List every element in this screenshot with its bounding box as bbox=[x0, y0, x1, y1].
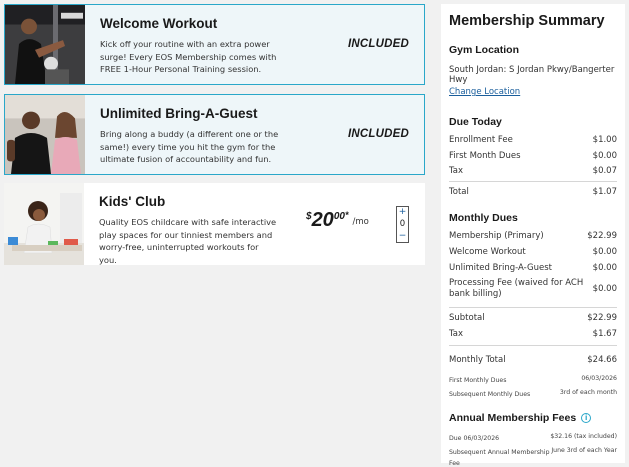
first-monthly-dues bbox=[449, 375, 617, 386]
row-label: Processing Fee (waived for ACH bank billing) bbox=[449, 278, 584, 299]
price-asterisk: * bbox=[344, 210, 349, 220]
divider bbox=[449, 345, 617, 346]
change-location-link[interactable]: Change Location bbox=[449, 87, 521, 97]
monthly-total bbox=[449, 355, 617, 366]
row-value: $22.99 bbox=[587, 231, 617, 241]
row-value: $0.07 bbox=[592, 166, 617, 176]
row-value: $22.99 bbox=[587, 313, 617, 323]
price-cents: 00 bbox=[333, 211, 345, 222]
addon-description: Bring along a buddy (a different one or the same!) every time you hit the gym for the ultimate fusion of accountability and fun. bbox=[100, 129, 279, 164]
row-label: Unlimited Bring-A-Guest bbox=[449, 263, 552, 273]
due-today-row bbox=[449, 135, 617, 146]
included-badge: INCLUDED bbox=[347, 38, 409, 50]
gym-location-value: South Jordan: S Jordan Pkwy/Bangerter Hwy bbox=[449, 65, 615, 85]
quantity-value[interactable]: 0 bbox=[399, 219, 406, 229]
monthly-dues-heading: Monthly Dues bbox=[449, 212, 518, 224]
row-value: $1.00 bbox=[592, 135, 617, 145]
due-today-row bbox=[449, 166, 617, 177]
price-currency: $ bbox=[306, 211, 312, 222]
row-value: June 3rd of each Year bbox=[551, 447, 617, 454]
monthly-dues-row bbox=[449, 278, 617, 300]
summary-title: Membership Summary bbox=[449, 13, 605, 29]
divider bbox=[449, 307, 617, 308]
annual-fees-heading-text: Annual Membership Fees bbox=[449, 412, 577, 424]
row-label: Subtotal bbox=[449, 313, 485, 323]
due-today-total bbox=[449, 187, 617, 198]
row-label: Tax bbox=[449, 166, 464, 176]
row-value: $32.16 (tax included) bbox=[550, 433, 617, 440]
row-label: Welcome Workout bbox=[449, 247, 526, 257]
included-badge: INCLUDED bbox=[347, 128, 409, 140]
addon-card-bring-a-guest[interactable] bbox=[4, 94, 425, 175]
price-period: /mo bbox=[352, 216, 369, 227]
addon-card-kids-club[interactable] bbox=[4, 183, 425, 265]
row-label: Subsequent Annual Membership Fee bbox=[449, 449, 550, 467]
kids-club-price bbox=[306, 209, 369, 232]
row-label: Subsequent Monthly Dues bbox=[449, 391, 531, 398]
kids-club-photo bbox=[4, 183, 84, 265]
welcome-workout-photo bbox=[5, 5, 85, 84]
addon-title: Welcome Workout bbox=[100, 16, 218, 31]
addon-title: Unlimited Bring-A-Guest bbox=[100, 106, 258, 121]
row-value: 3rd of each month bbox=[559, 389, 617, 396]
row-label: Monthly Total bbox=[449, 355, 506, 365]
row-value: $0.00 bbox=[592, 151, 617, 161]
decrement-button[interactable]: − bbox=[398, 231, 407, 241]
addon-card-welcome-workout[interactable] bbox=[4, 4, 425, 85]
subsequent-monthly-dues bbox=[449, 389, 617, 400]
row-value: $24.66 bbox=[587, 355, 617, 365]
monthly-dues-row bbox=[449, 247, 617, 258]
row-label: Membership (Primary) bbox=[449, 231, 544, 241]
row-value: $0.00 bbox=[592, 263, 617, 273]
due-today-row bbox=[449, 151, 617, 162]
membership-summary-panel bbox=[441, 4, 625, 467]
row-value: 06/03/2026 bbox=[581, 375, 617, 382]
monthly-tax bbox=[449, 329, 617, 340]
annual-due bbox=[449, 433, 617, 444]
bring-a-guest-photo bbox=[5, 95, 85, 174]
gym-location-heading: Gym Location bbox=[449, 44, 520, 56]
annual-fees-heading bbox=[449, 412, 591, 424]
row-label: First Monthly Dues bbox=[449, 377, 507, 384]
row-value: $1.67 bbox=[592, 329, 617, 339]
row-label: First Month Dues bbox=[449, 151, 521, 161]
addon-title: Kids' Club bbox=[99, 194, 166, 209]
total-value: $1.07 bbox=[592, 187, 617, 197]
info-icon[interactable]: i bbox=[581, 413, 591, 423]
row-label: Enrollment Fee bbox=[449, 135, 513, 145]
annual-subsequent bbox=[449, 447, 617, 467]
addon-description: Quality EOS childcare with safe interactive play spaces for our tinniest members and worry-free, uninterrupted workouts for you. bbox=[99, 217, 277, 265]
row-value: $0.00 bbox=[592, 247, 617, 257]
due-today-heading: Due Today bbox=[449, 116, 502, 128]
addon-description: Kick off your routine with an extra power surge! Every EOS Membership comes with FREE 1-Hour Personal Training session. bbox=[100, 39, 277, 74]
row-label: Due 06/03/2026 bbox=[449, 435, 500, 442]
monthly-dues-row bbox=[449, 263, 617, 274]
row-value: $0.00 bbox=[592, 284, 617, 294]
row-label: Tax bbox=[449, 329, 464, 339]
price-whole: 20 bbox=[311, 209, 334, 231]
increment-button[interactable]: + bbox=[398, 207, 407, 217]
total-label: Total bbox=[449, 187, 469, 197]
monthly-dues-row bbox=[449, 231, 617, 242]
kids-club-quantity-stepper[interactable] bbox=[396, 206, 409, 243]
divider bbox=[449, 181, 617, 182]
monthly-subtotal bbox=[449, 313, 617, 324]
